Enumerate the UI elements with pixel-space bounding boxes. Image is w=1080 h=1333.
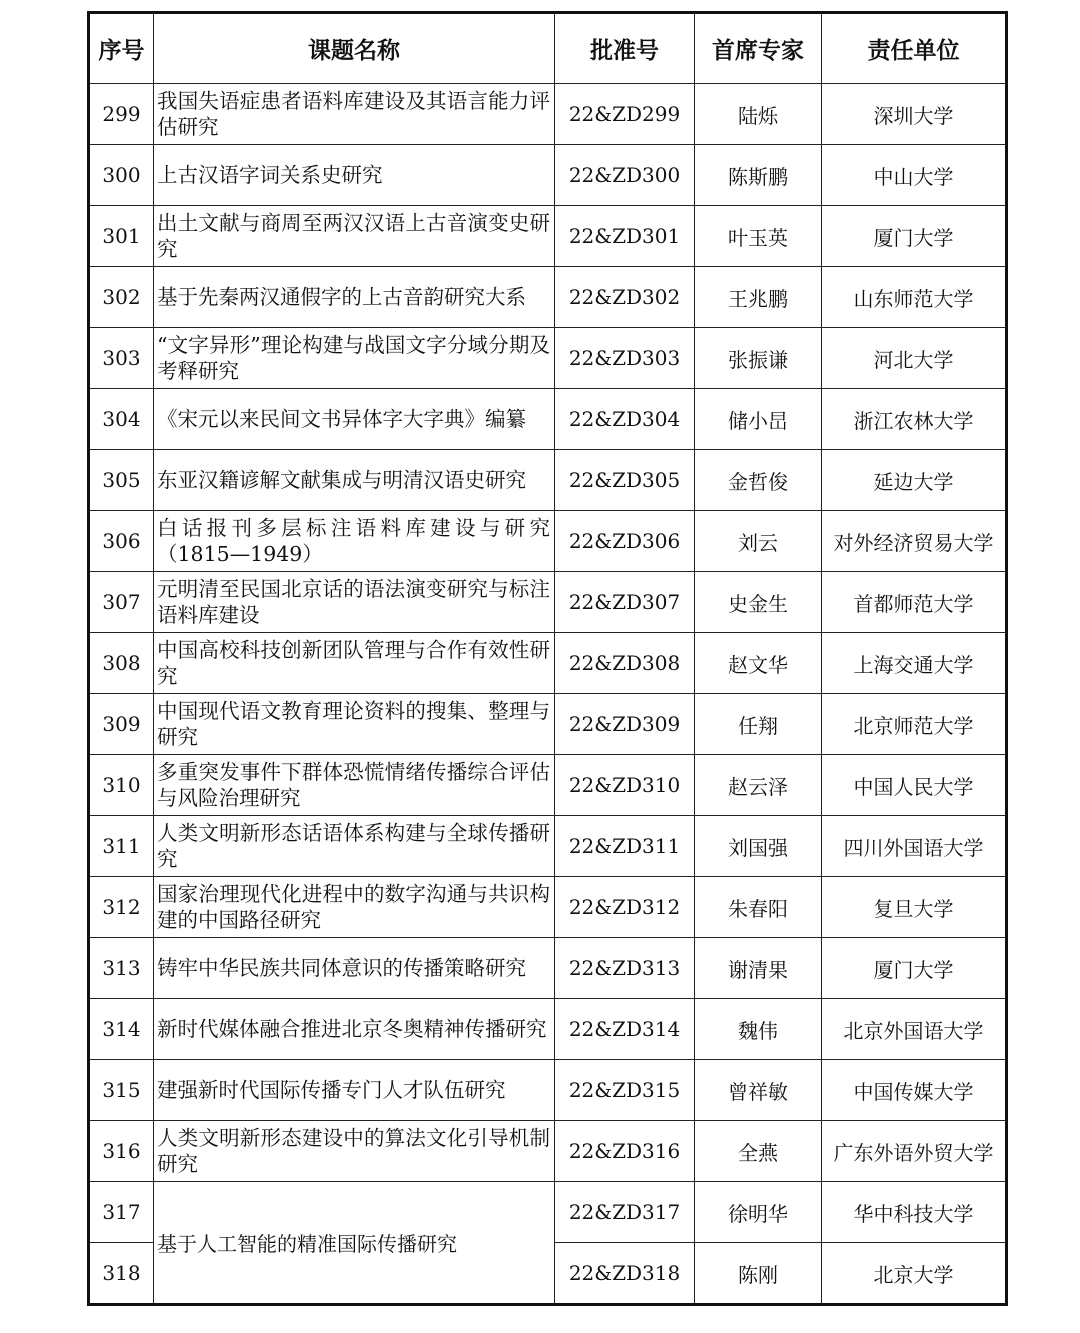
- table-row: [89, 694, 1007, 755]
- row-approval: 22&ZD314: [555, 999, 695, 1060]
- row-approval: 22&ZD318: [555, 1243, 695, 1305]
- header-unit: 责任单位: [822, 13, 1007, 84]
- row-expert: 魏伟: [695, 999, 822, 1060]
- row-title: 元明清至民国北京话的语法演变研究与标注语料库建设: [154, 572, 555, 633]
- row-expert: 赵云泽: [695, 755, 822, 816]
- row-num: 317: [89, 1182, 154, 1243]
- row-title: 上古汉语字词关系史研究: [154, 145, 555, 206]
- row-expert: 王兆鹏: [695, 267, 822, 328]
- row-title: 多重突发事件下群体恐慌情绪传播综合评估与风险治理研究: [154, 755, 555, 816]
- table-row: [89, 511, 1007, 572]
- row-approval: 22&ZD302: [555, 267, 695, 328]
- row-unit: 四川外国语大学: [822, 816, 1007, 877]
- row-approval: 22&ZD303: [555, 328, 695, 389]
- table-row: [89, 328, 1007, 389]
- row-approval: 22&ZD315: [555, 1060, 695, 1121]
- row-approval: 22&ZD309: [555, 694, 695, 755]
- row-approval: 22&ZD312: [555, 877, 695, 938]
- row-title: 白话报刊多层标注语料库建设与研究（1815—1949）: [154, 511, 555, 572]
- table-row: [89, 84, 1007, 145]
- table-row: [89, 633, 1007, 694]
- row-expert: 曾祥敏: [695, 1060, 822, 1121]
- table-row: [89, 572, 1007, 633]
- row-approval: 22&ZD310: [555, 755, 695, 816]
- row-title: 建强新时代国际传播专门人才队伍研究: [154, 1060, 555, 1121]
- table-row: [89, 816, 1007, 877]
- row-title: 人类文明新形态话语体系构建与全球传播研究: [154, 816, 555, 877]
- row-unit: 北京师范大学: [822, 694, 1007, 755]
- row-unit: 复旦大学: [822, 877, 1007, 938]
- row-approval: 22&ZD317: [555, 1182, 695, 1243]
- row-approval: 22&ZD308: [555, 633, 695, 694]
- row-expert: 刘国强: [695, 816, 822, 877]
- table-row: [89, 999, 1007, 1060]
- row-title: 《宋元以来民间文书异体字大字典》编纂: [154, 389, 555, 450]
- row-title: 中国高校科技创新团队管理与合作有效性研究: [154, 633, 555, 694]
- row-num: 308: [89, 633, 154, 694]
- row-title: 人类文明新形态建设中的算法文化引导机制研究: [154, 1121, 555, 1182]
- table-body: [89, 84, 1007, 1305]
- row-title: 基于先秦两汉通假字的上古音韵研究大系: [154, 267, 555, 328]
- row-approval: 22&ZD305: [555, 450, 695, 511]
- row-num: 318: [89, 1243, 154, 1305]
- row-expert: 赵文华: [695, 633, 822, 694]
- table-row: [89, 877, 1007, 938]
- row-approval: 22&ZD311: [555, 816, 695, 877]
- row-unit: 中山大学: [822, 145, 1007, 206]
- row-expert: 任翔: [695, 694, 822, 755]
- row-approval: 22&ZD301: [555, 206, 695, 267]
- table-row: [89, 450, 1007, 511]
- row-expert: 陈斯鹏: [695, 145, 822, 206]
- row-approval: 22&ZD299: [555, 84, 695, 145]
- table-row: [89, 1121, 1007, 1182]
- row-num: 300: [89, 145, 154, 206]
- row-num: 316: [89, 1121, 154, 1182]
- row-expert: 谢清果: [695, 938, 822, 999]
- row-expert: 史金生: [695, 572, 822, 633]
- row-approval: 22&ZD304: [555, 389, 695, 450]
- row-expert: 储小旵: [695, 389, 822, 450]
- table-row: [89, 206, 1007, 267]
- row-unit: 中国人民大学: [822, 755, 1007, 816]
- row-approval: 22&ZD307: [555, 572, 695, 633]
- row-unit: 北京外国语大学: [822, 999, 1007, 1060]
- table-row: [89, 938, 1007, 999]
- row-title: 出土文献与商周至两汉汉语上古音演变史研究: [154, 206, 555, 267]
- row-num: 312: [89, 877, 154, 938]
- header-approval: 批准号: [555, 13, 695, 84]
- row-num: 299: [89, 84, 154, 145]
- row-title: 我国失语症患者语料库建设及其语言能力评估研究: [154, 84, 555, 145]
- row-expert: 陆烁: [695, 84, 822, 145]
- row-num: 307: [89, 572, 154, 633]
- row-num: 309: [89, 694, 154, 755]
- row-expert: 刘云: [695, 511, 822, 572]
- row-title: 国家治理现代化进程中的数字沟通与共识构建的中国路径研究: [154, 877, 555, 938]
- row-num: 301: [89, 206, 154, 267]
- row-unit: 广东外语外贸大学: [822, 1121, 1007, 1182]
- row-unit: 华中科技大学: [822, 1182, 1007, 1243]
- row-num: 304: [89, 389, 154, 450]
- row-unit: 浙江农林大学: [822, 389, 1007, 450]
- row-num: 311: [89, 816, 154, 877]
- row-unit: 山东师范大学: [822, 267, 1007, 328]
- row-unit: 厦门大学: [822, 938, 1007, 999]
- row-expert: 全燕: [695, 1121, 822, 1182]
- header-num: 序号: [89, 13, 154, 84]
- table-row: [89, 389, 1007, 450]
- row-unit: 中国传媒大学: [822, 1060, 1007, 1121]
- row-approval: 22&ZD316: [555, 1121, 695, 1182]
- table-row: [89, 1182, 1007, 1243]
- row-num: 315: [89, 1060, 154, 1121]
- row-title: 基于人工智能的精准国际传播研究: [154, 1182, 555, 1305]
- table-row: [89, 267, 1007, 328]
- row-num: 302: [89, 267, 154, 328]
- row-title: 新时代媒体融合推进北京冬奥精神传播研究: [154, 999, 555, 1060]
- table-row: [89, 1060, 1007, 1121]
- table-row: [89, 755, 1007, 816]
- row-num: 306: [89, 511, 154, 572]
- row-expert: 叶玉英: [695, 206, 822, 267]
- row-num: 310: [89, 755, 154, 816]
- row-unit: 河北大学: [822, 328, 1007, 389]
- row-title: 中国现代语文教育理论资料的搜集、整理与研究: [154, 694, 555, 755]
- row-approval: 22&ZD300: [555, 145, 695, 206]
- row-expert: 徐明华: [695, 1182, 822, 1243]
- row-num: 313: [89, 938, 154, 999]
- header-title: 课题名称: [154, 13, 555, 84]
- row-expert: 陈刚: [695, 1243, 822, 1305]
- row-num: 314: [89, 999, 154, 1060]
- row-unit: 延边大学: [822, 450, 1007, 511]
- row-num: 305: [89, 450, 154, 511]
- row-unit: 上海交通大学: [822, 633, 1007, 694]
- row-approval: 22&ZD313: [555, 938, 695, 999]
- row-unit: 首都师范大学: [822, 572, 1007, 633]
- row-title: “文字异形”理论构建与战国文字分域分期及考释研究: [154, 328, 555, 389]
- row-unit: 北京大学: [822, 1243, 1007, 1305]
- row-approval: 22&ZD306: [555, 511, 695, 572]
- row-unit: 深圳大学: [822, 84, 1007, 145]
- row-num: 303: [89, 328, 154, 389]
- header-expert: 首席专家: [695, 13, 822, 84]
- row-title: 铸牢中华民族共同体意识的传播策略研究: [154, 938, 555, 999]
- table-header-row: [89, 13, 1007, 84]
- project-table: [87, 11, 1008, 1306]
- row-unit: 对外经济贸易大学: [822, 511, 1007, 572]
- row-expert: 金哲俊: [695, 450, 822, 511]
- table-row: [89, 145, 1007, 206]
- row-title: 东亚汉籍谚解文献集成与明清汉语史研究: [154, 450, 555, 511]
- row-expert: 张振谦: [695, 328, 822, 389]
- row-unit: 厦门大学: [822, 206, 1007, 267]
- row-expert: 朱春阳: [695, 877, 822, 938]
